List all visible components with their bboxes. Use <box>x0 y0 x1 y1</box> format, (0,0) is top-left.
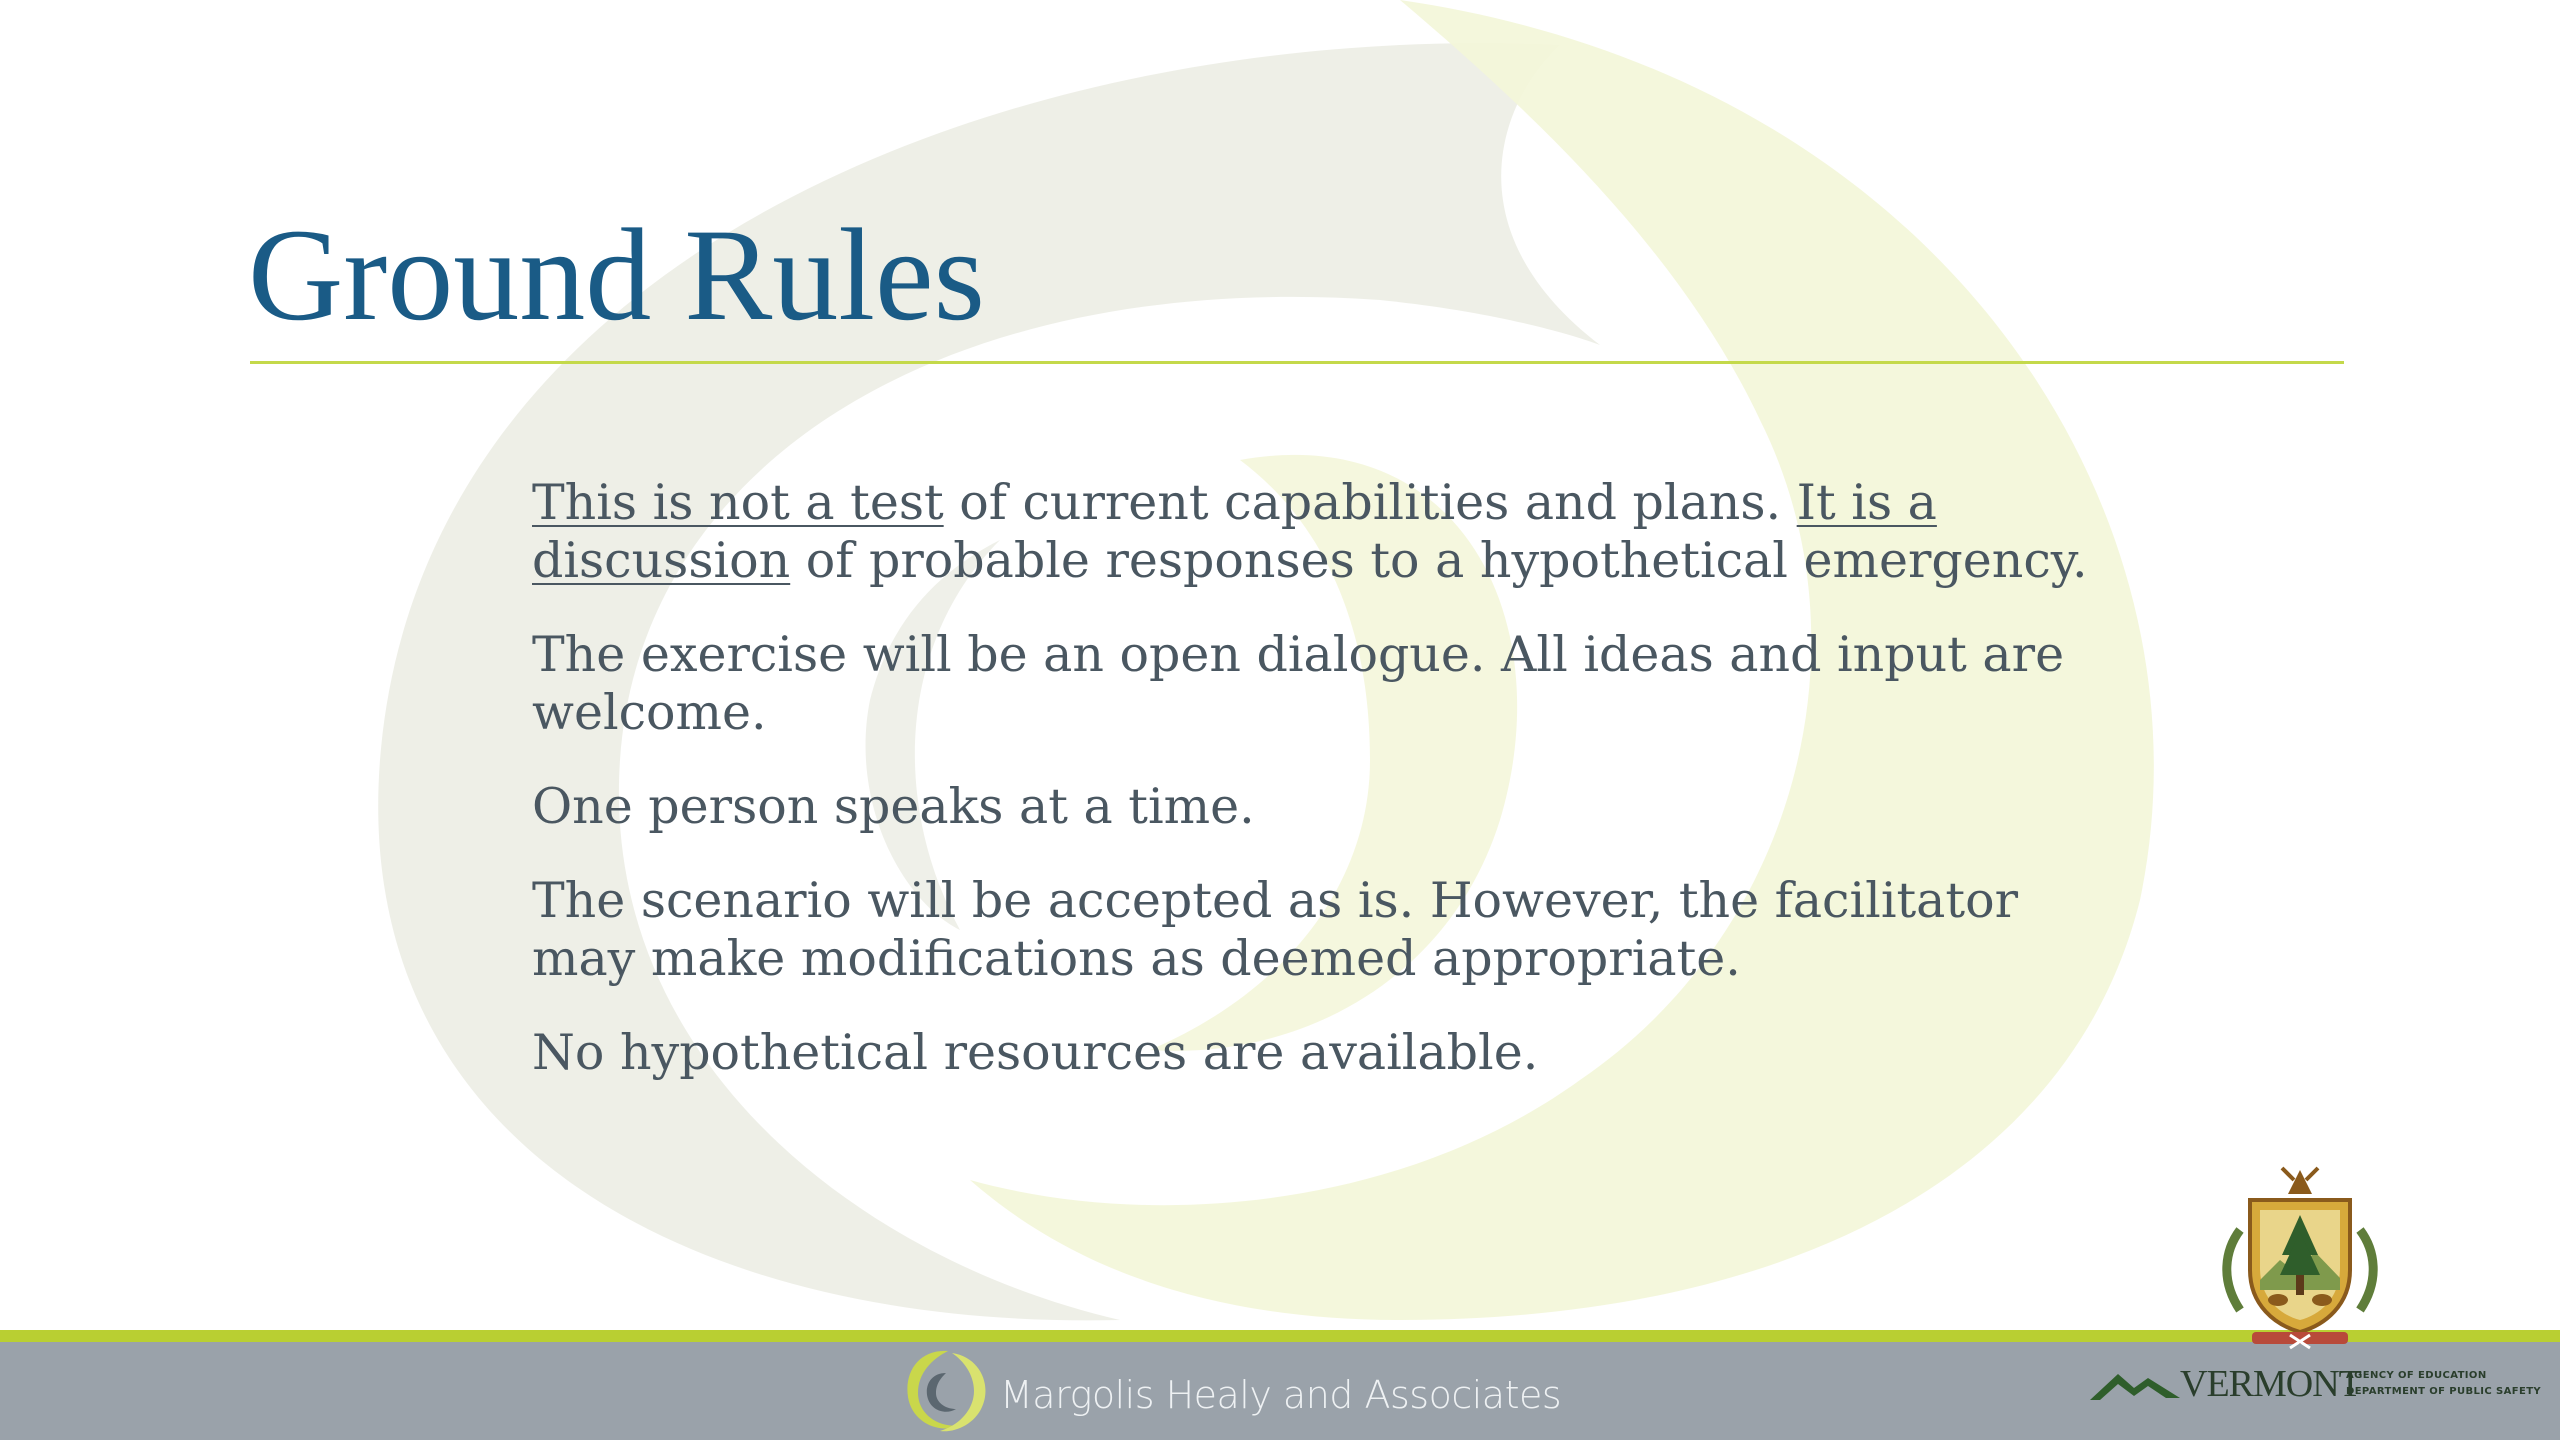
organization-name: Margolis Healy and Associates <box>1000 1373 1562 1417</box>
state-name: VERMONT <box>2180 1363 2361 1405</box>
slide-title: Ground Rules <box>248 201 985 348</box>
rule-item-5: No hypothetical resources are available. <box>532 1024 1539 1081</box>
agency-public-safety: DEPARTMENT OF PUBLIC SAFETY <box>2346 1386 2542 1397</box>
rule-item-4: The scenario will be accepted as is. However, the facilitator may make modifications as deemed appropriate. <box>532 872 2019 987</box>
rule-1-emphasis-discussion: It is a discussion <box>532 474 1937 589</box>
rule-1-emphasis-not-a-test: This is not a test <box>532 474 944 531</box>
state-agencies <box>2346 1368 2541 1400</box>
rule-item-1 <box>532 474 2092 590</box>
vermont-seal-icon <box>2210 1160 2390 1350</box>
rule-item-2: The exercise will be an open dialogue. All ideas and input are welcome. <box>532 626 2065 741</box>
ground-rules-list <box>532 474 2092 1118</box>
mountain-icon <box>2088 1364 2182 1404</box>
title-divider <box>250 361 2344 364</box>
rule-item-3: One person speaks at a time. <box>532 778 1255 835</box>
swirl-logo-icon <box>900 1345 992 1437</box>
rule-1-text-b: of probable responses to a hypothetical emergency. <box>790 532 2088 589</box>
agency-education: AGENCY OF EDUCATION <box>2346 1370 2487 1381</box>
rule-1-text-a: of current capabilities and plans. <box>943 474 1797 531</box>
footer-accent-stripe <box>0 1330 2560 1342</box>
